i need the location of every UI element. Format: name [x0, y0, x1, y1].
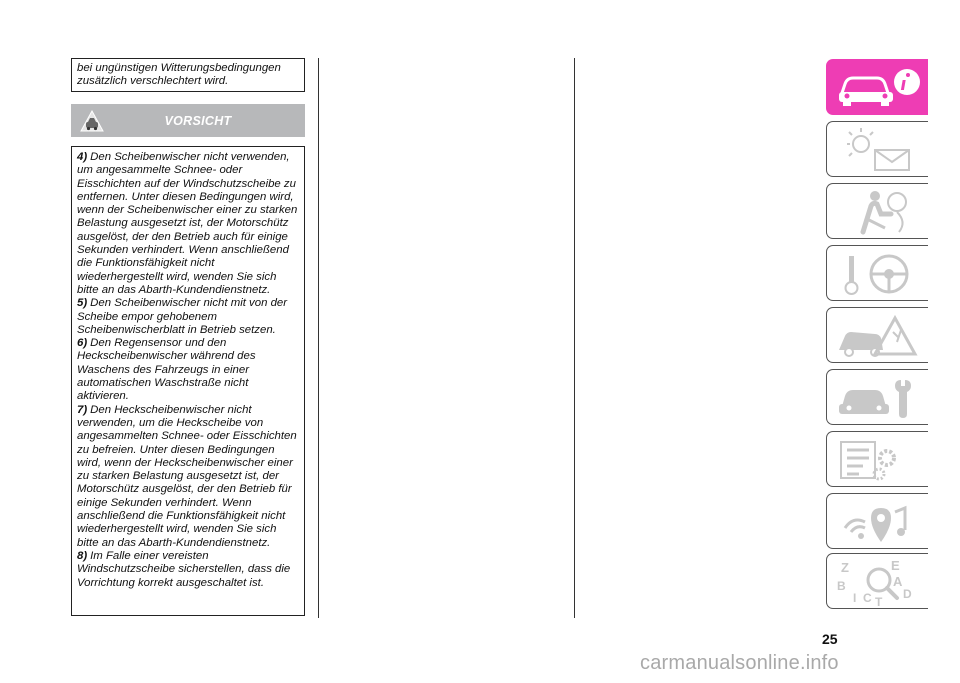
- warning-lights-icon: [835, 126, 923, 174]
- caution-item-text: Den Scheibenwischer nicht verwenden, um angesammelte Schnee- oder Eisschichten auf der Windschutzscheibe zu entfernen. Unter diesen Bedingungen wird, wenn der Scheibenwischer einer zu starken Belastung ausgesetzt ist, der Motorschütz ausgelöst, der den Betrieb auch für einige Sekunden verhindert. Wenn anschließend die Funktionsfähigkeit nicht wiederhergestellt wird, wenden Sie sich bitte an das Abarth-Kundendienstnetz.: [77, 151, 298, 296]
- tab-warning-lights[interactable]: [826, 121, 928, 177]
- watermark-text: carmanualsonline.info: [640, 652, 839, 674]
- caution-item-number: 4): [77, 151, 88, 163]
- index-letter: T: [875, 595, 883, 606]
- caution-item-number: 7): [77, 403, 88, 416]
- caution-item-number: 5): [77, 297, 88, 310]
- tab-starting-driving[interactable]: [826, 245, 928, 301]
- caution-item: [77, 404, 299, 550]
- caution-item-number: 6): [77, 337, 88, 350]
- technical-data-icon: [835, 436, 923, 484]
- column-divider: [318, 58, 319, 618]
- tab-emergency[interactable]: [826, 307, 928, 363]
- column-divider: [574, 58, 575, 618]
- index-search-icon: [835, 558, 923, 606]
- caution-item-number: 8): [77, 549, 88, 562]
- index-letter: I: [853, 591, 857, 605]
- caution-item: [77, 337, 299, 403]
- caution-item-text: Den Scheibenwischer nicht mit von der Scheibe empor gehobenem Scheibenwischerblatt in Betrieb setzen.: [77, 297, 288, 336]
- car-info-icon: [835, 64, 923, 112]
- index-letter: Z: [841, 560, 849, 575]
- caution-item-text: Den Regensensor und den Heckscheibenwischer während des Waschens des Fahrzeugs in einer automatischen Waschstraße nicht aktivieren.: [77, 337, 256, 403]
- key-steering-icon: [835, 250, 923, 298]
- index-letter: A: [893, 574, 903, 589]
- tab-technical-data[interactable]: [826, 431, 928, 487]
- caution-item-text: Den Heckscheibenwischer nicht verwenden, um die Heckscheibe von angesammelten Schnee- oder Eisschichten zu befreien. Unter diesen Bedingungen wird, wenn der Heckscheibenwischer einer zu starken Belastung ausgesetzt ist, der Motorschütz ausgelöst, der den Betrieb für einige Sekunden verhindert. Wenn anschließend die Funktionsfähigkeit nicht wiederhergestellt wird, wenden Sie sich bitte an das Abarth-Kundendienstnetz.: [77, 403, 297, 549]
- caution-item: [77, 151, 299, 297]
- caution-item-text: Im Falle einer vereisten Windschutzscheibe sicherstellen, dass die Vorrichtung korrekt ausgeschaltet ist.: [77, 549, 291, 589]
- index-letter: D: [903, 587, 912, 601]
- intro-text: bei ungünstigen Witterungsbedingungen zusätzlich verschlechtert wird.: [77, 62, 281, 88]
- caution-header: [71, 104, 305, 137]
- tab-car-info[interactable]: [826, 59, 928, 115]
- index-letter: B: [837, 579, 846, 593]
- airbag-seat-icon: [835, 188, 923, 236]
- caution-item: [77, 297, 299, 337]
- intro-text-box: [71, 58, 305, 92]
- emergency-icon: [835, 312, 923, 360]
- tab-maintenance[interactable]: [826, 369, 928, 425]
- page-number: 25: [822, 631, 838, 647]
- car-maintenance-icon: [835, 374, 923, 422]
- tab-multimedia[interactable]: [826, 493, 928, 549]
- caution-item: [77, 550, 299, 590]
- caution-box: [71, 146, 305, 616]
- tab-safety[interactable]: [826, 183, 928, 239]
- index-letter: E: [891, 558, 900, 573]
- multimedia-icon: [835, 498, 923, 546]
- caution-title: VORSICHT: [164, 114, 232, 128]
- index-letter: C: [863, 591, 872, 605]
- tab-index[interactable]: [826, 553, 928, 609]
